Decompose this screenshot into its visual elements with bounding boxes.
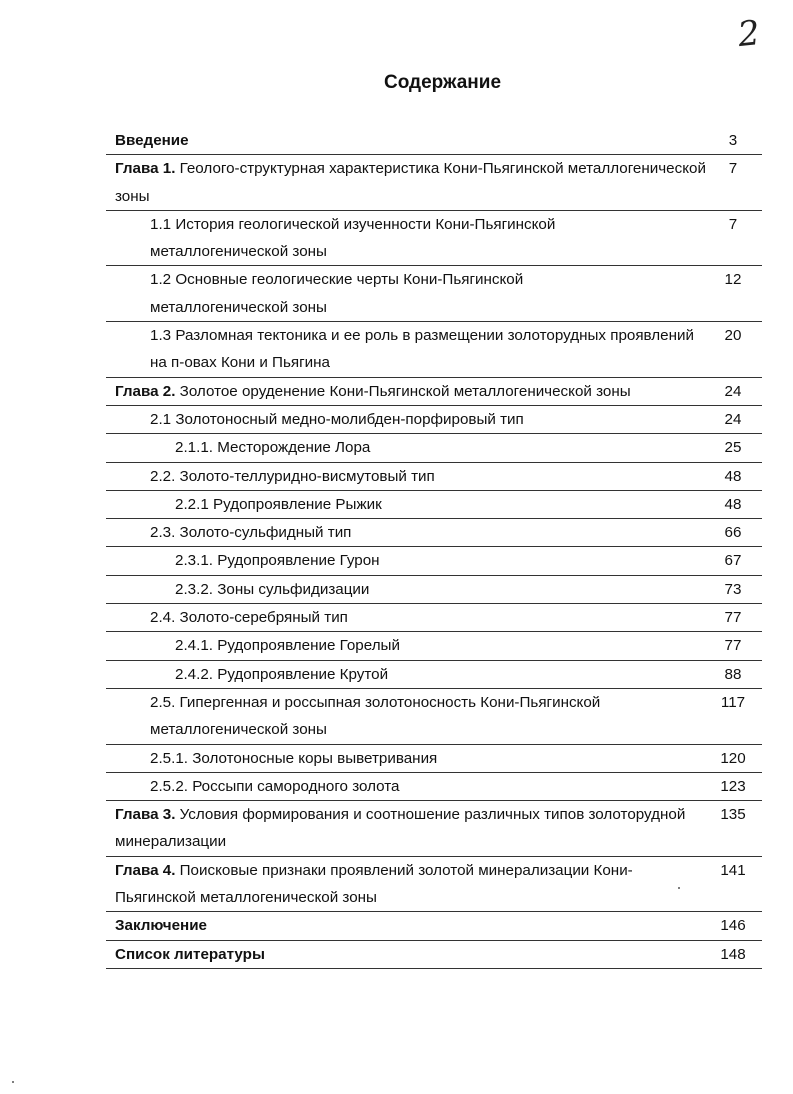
scan-speck	[678, 887, 680, 889]
table-of-contents	[106, 127, 762, 969]
toc-text: 2.4.2. Рудопроявление Крутой	[175, 665, 389, 683]
toc-row	[106, 773, 762, 801]
toc-label: Список литературы	[115, 945, 265, 963]
toc-text: 2.1.1. Месторождение Лора	[175, 439, 371, 457]
toc-page: 25	[724, 439, 742, 457]
toc-text: 1.3 Разломная тектоника и ее роль в размещении золоторудных проявлений на п-овах Кони и Пьягина	[150, 327, 694, 372]
toc-text: Геолого-структурная характеристика Кони-Пьягинской металлогенической зоны	[115, 160, 706, 205]
toc-row	[106, 745, 762, 773]
toc-page: 67	[724, 552, 742, 570]
toc-label: Глава 2.	[115, 382, 176, 400]
toc-row	[106, 941, 762, 969]
toc-text: Поисковые признаки проявлений золотой минерализации Кони-Пьягинской металлогенической зоны	[115, 861, 633, 907]
toc-label: Глава 3.	[115, 806, 176, 824]
toc-row	[106, 155, 762, 211]
toc-row	[106, 406, 762, 434]
toc-text: 2.3.2. Зоны сульфидизации	[175, 580, 370, 598]
toc-text: 2.3. Золото-сульфидный тип	[150, 524, 352, 542]
toc-page: 73	[724, 580, 742, 598]
toc-label: Глава 1.	[115, 160, 176, 178]
toc-page: 12	[724, 271, 742, 289]
toc-text: 2.2. Золото-теллуридно-висмутовый тип	[150, 467, 435, 485]
toc-page: 123	[720, 777, 746, 795]
toc-row	[106, 211, 762, 267]
toc-row	[106, 463, 762, 491]
toc-page: 148	[720, 945, 746, 963]
toc-text: 2.4. Золото-серебряный тип	[150, 609, 348, 627]
toc-page: 7	[728, 215, 738, 233]
toc-text: 2.5.1. Золотоносные коры выветривания	[150, 749, 438, 767]
toc-page: 146	[720, 917, 746, 935]
toc-page: 24	[724, 382, 742, 400]
toc-text: 2.4.1. Рудопроявление Горелый	[175, 637, 400, 655]
toc-page: 3	[728, 132, 738, 149]
scan-speck	[12, 1081, 14, 1083]
toc-text: Условия формирования и соотношение различных типов золоторудной минерализации	[115, 806, 686, 851]
toc-text: 2.3.1. Рудопроявление Гурон	[175, 552, 380, 570]
toc-row	[106, 857, 762, 913]
toc-label: Введение	[115, 132, 189, 149]
toc-row	[106, 912, 762, 940]
toc-row	[106, 604, 762, 632]
toc-page: 48	[724, 467, 742, 485]
page-title: Содержание	[383, 72, 502, 93]
toc-text: 2.5.2. Россыпи самородного золота	[150, 777, 400, 795]
toc-row	[106, 378, 762, 406]
toc-label: Глава 4.	[115, 861, 176, 879]
toc-label: Заключение	[115, 917, 208, 935]
toc-page: 48	[724, 495, 742, 513]
toc-row	[106, 266, 762, 322]
toc-row	[106, 576, 762, 604]
toc-row	[106, 661, 762, 689]
toc-page: 120	[720, 749, 746, 767]
toc-row	[106, 434, 762, 462]
handwritten-page-number: 2	[735, 12, 762, 56]
toc-page: 117	[720, 693, 746, 711]
toc-row	[106, 322, 762, 378]
toc-page: 135	[720, 806, 746, 824]
toc-text: 1.1 История геологической изученности Кони-Пьягинской металлогенической зоны	[150, 215, 556, 261]
toc-row	[106, 547, 762, 575]
toc-row	[106, 801, 762, 857]
toc-row	[106, 127, 762, 155]
toc-page: 7	[728, 160, 738, 178]
toc-row	[106, 632, 762, 660]
toc-text: 1.2 Основные геологические черты Кони-Пьягинской металлогенической зоны	[150, 271, 524, 316]
toc-page: 66	[724, 524, 742, 542]
toc-page: 77	[724, 637, 742, 655]
toc-page: 20	[724, 327, 742, 345]
toc-row	[106, 689, 762, 745]
toc-page: 141	[720, 861, 746, 879]
toc-page: 77	[724, 609, 742, 627]
toc-page: 88	[724, 665, 742, 683]
toc-text: 2.2.1 Рудопроявление Рыжик	[175, 495, 382, 513]
toc-page: 24	[724, 410, 742, 428]
toc-text: 2.1 Золотоносный медно-молибден-порфировый тип	[150, 410, 524, 428]
toc-text: 2.5. Гипергенная и россыпная золотоносность Кони-Пьягинской металлогенической зоны	[150, 693, 601, 739]
toc-text: Золотое оруденение Кони-Пьягинской металлогенической зоны	[175, 382, 631, 400]
toc-row	[106, 491, 762, 519]
toc-row	[106, 519, 762, 547]
